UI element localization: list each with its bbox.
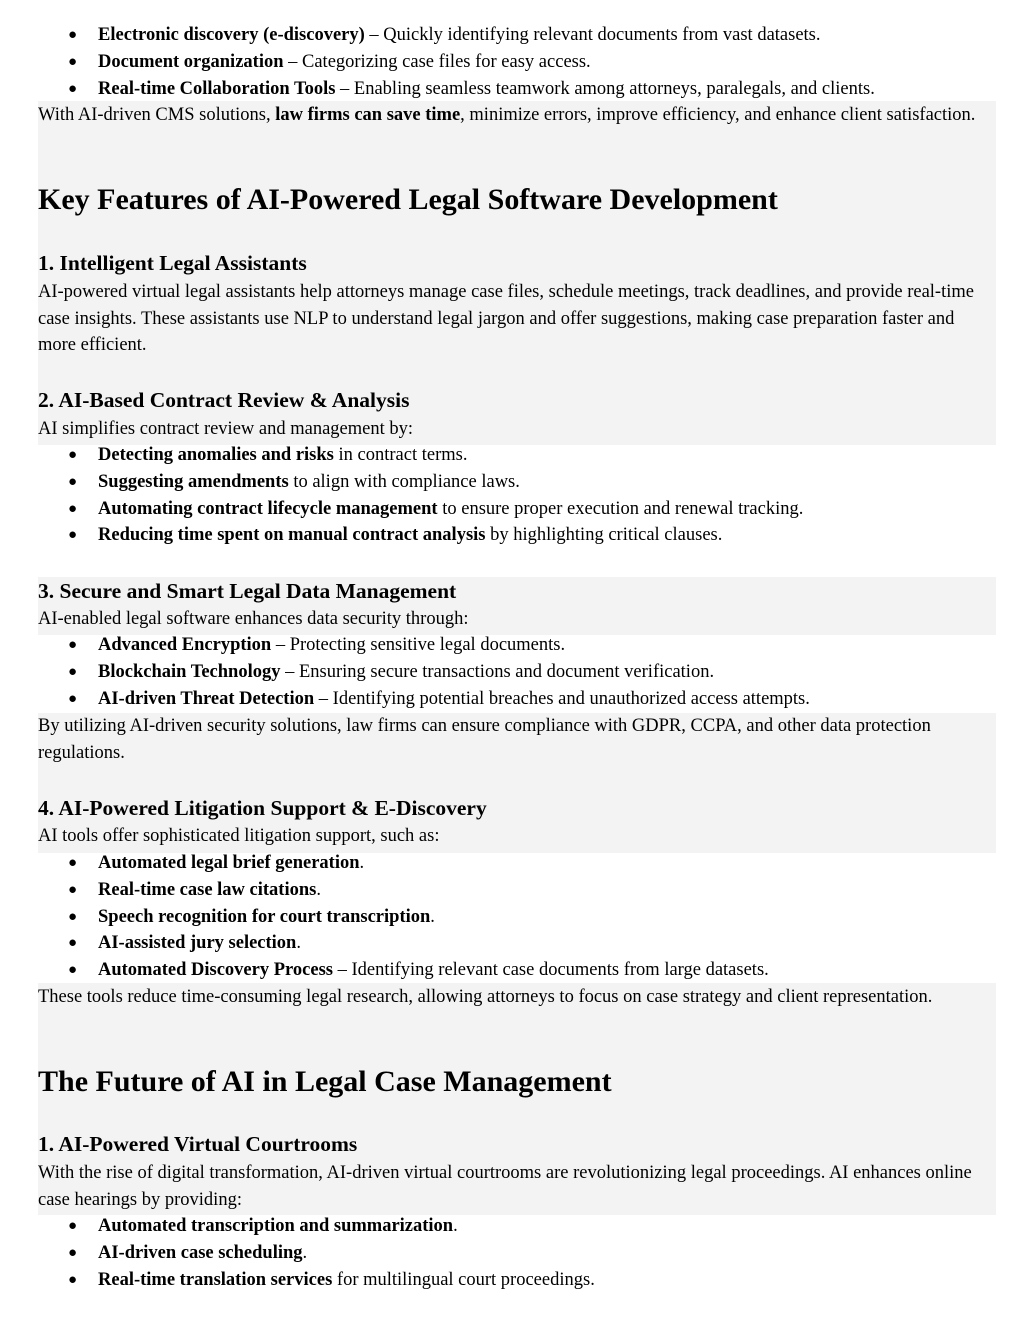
- bullet-icon: ●: [68, 881, 78, 898]
- list-item: ● Automated transcription and summarization.: [0, 1213, 1024, 1240]
- cms-summary-paragraph: With AI-driven CMS solutions, law firms can save time, minimize errors, improve efficiency, and enhance client satisfaction.: [38, 105, 976, 125]
- list-item: ● AI-driven Threat Detection – Identifying potential breaches and unauthorized access attempts.: [0, 686, 1024, 713]
- list-item: ● Advanced Encryption – Protecting sensitive legal documents.: [0, 632, 1024, 659]
- list-item: ● Speech recognition for court transcription.: [0, 904, 1024, 931]
- list-item: ● Real-time case law citations.: [0, 877, 1024, 904]
- bullet-icon: ●: [68, 637, 78, 653]
- section-intro: AI-enabled legal software enhances data security through:: [38, 609, 469, 629]
- bullet-icon: ●: [68, 53, 78, 70]
- bullet-icon: ●: [68, 962, 78, 979]
- list-item: ● Automated Discovery Process – Identifying relevant case documents from large datasets.: [0, 957, 1024, 984]
- section-title: 2. AI-Based Contract Review & Analysis: [38, 388, 410, 412]
- litigation-support-list: [0, 850, 1024, 984]
- section-title: 1. AI-Powered Virtual Courtrooms: [38, 1132, 358, 1156]
- list-item: ● Blockchain Technology – Ensuring secure transactions and document verification.: [0, 659, 1024, 686]
- bullet-icon: ●: [68, 473, 78, 490]
- features-heading: Key Features of AI-Powered Legal Software Development: [38, 183, 778, 216]
- section-outro: These tools reduce time-consuming legal research, allowing attorneys to focus on case strategy and client representation.: [38, 987, 933, 1007]
- section-title: 4. AI-Powered Litigation Support & E-Discovery: [38, 796, 487, 820]
- bullet-icon: ●: [68, 27, 78, 43]
- bullet-icon: ●: [68, 527, 78, 544]
- data-security-list: [0, 632, 1024, 712]
- list-item: ● Automated legal brief generation.: [0, 850, 1024, 877]
- section-body: AI-powered virtual legal assistants help attorneys manage case files, schedule meetings, track deadlines, and provide real-time case insights. These assistants use NLP to understand legal jargon and offer suggestions, making case preparation faster and more efficient.: [38, 282, 974, 355]
- section-title: 3. Secure and Smart Legal Data Management: [38, 579, 457, 603]
- list-item: ● Real-time translation services for multilingual court proceedings.: [0, 1267, 1024, 1294]
- list-item: ● Document organization – Categorizing case files for easy access.: [0, 49, 1024, 76]
- section-intro: AI simplifies contract review and management by:: [38, 419, 414, 439]
- list-item: ● Real-time Collaboration Tools – Enabling seamless teamwork among attorneys, paralegals, and clients.: [0, 76, 1024, 103]
- list-item: ● Suggesting amendments to align with compliance laws.: [0, 469, 1024, 496]
- list-item: ● Electronic discovery (e-discovery) – Quickly identifying relevant documents from vast datasets.: [0, 22, 1024, 49]
- list-item: ● AI-assisted jury selection.: [0, 930, 1024, 957]
- future-heading: The Future of AI in Legal Case Management: [38, 1065, 612, 1098]
- section-title: 1. Intelligent Legal Assistants: [38, 251, 307, 275]
- bullet-icon: ●: [68, 1271, 78, 1288]
- top-bullet-list: [0, 22, 1024, 102]
- bullet-icon: ●: [68, 690, 78, 707]
- list-item: ● Reducing time spent on manual contract analysis by highlighting critical clauses.: [0, 522, 1024, 549]
- bullet-icon: ●: [68, 855, 78, 871]
- bullet-icon: ●: [68, 1218, 78, 1234]
- section-intro: AI tools offer sophisticated litigation support, such as:: [38, 826, 440, 846]
- bullet-icon: ●: [68, 500, 78, 517]
- bullet-icon: ●: [68, 1244, 78, 1261]
- contract-review-list: [0, 442, 1024, 549]
- section-intro: With the rise of digital transformation, AI-driven virtual courtrooms are revolutionizing legal proceedings. AI enhances online case hearings by providing:: [38, 1163, 972, 1210]
- list-item: ● Automating contract lifecycle management to ensure proper execution and renewal tracking.: [0, 496, 1024, 523]
- list-item: ● Detecting anomalies and risks in contract terms.: [0, 442, 1024, 469]
- section-outro: By utilizing AI-driven security solutions, law firms can ensure compliance with GDPR, CCPA, and other data protection regulations.: [38, 716, 931, 763]
- list-item: ● AI-driven case scheduling.: [0, 1240, 1024, 1267]
- bullet-icon: ●: [68, 908, 78, 925]
- bullet-icon: ●: [68, 663, 78, 680]
- bullet-icon: ●: [68, 447, 78, 463]
- bullet-icon: ●: [68, 80, 78, 97]
- bullet-icon: ●: [68, 935, 78, 952]
- virtual-courtroom-list: [0, 1213, 1024, 1293]
